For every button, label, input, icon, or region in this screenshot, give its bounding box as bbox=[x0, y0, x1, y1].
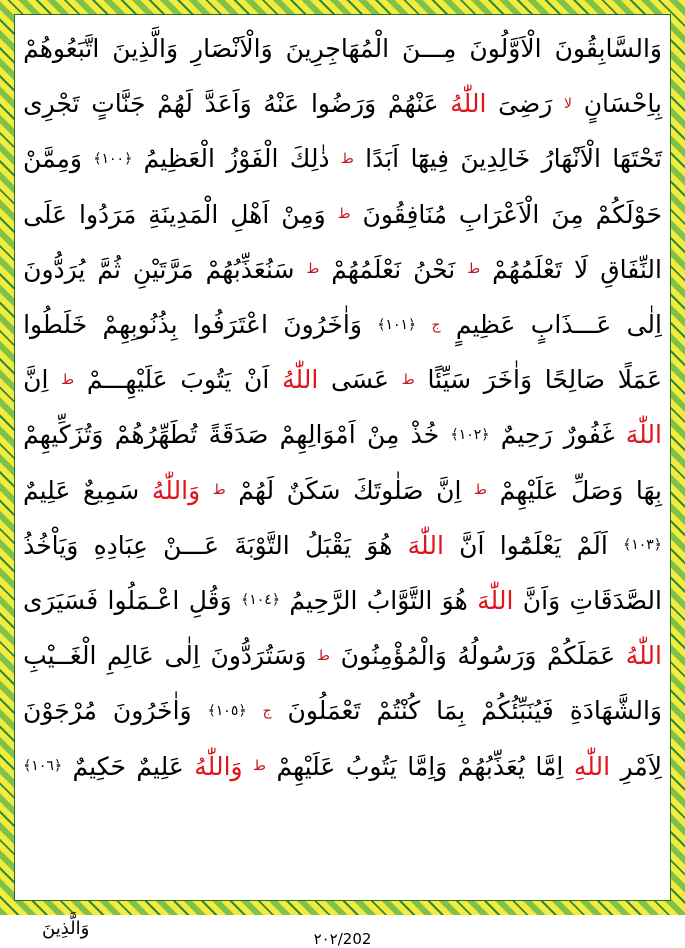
ayah-marker: ﴿١٠٦﴾ bbox=[23, 758, 63, 775]
word: كُنْتُمْ bbox=[376, 696, 421, 726]
word: ذٰلِكَ bbox=[289, 144, 330, 174]
word: مُرْجَوْنَ bbox=[23, 696, 97, 726]
word: وَسَتُرَدُّونَ bbox=[210, 641, 307, 671]
word: الْمَدِينَةِ bbox=[148, 199, 219, 229]
word: لَا bbox=[574, 254, 589, 284]
word: الْغَــيْبِ bbox=[23, 641, 97, 671]
word: فَيُنَبِّئُكُمْ bbox=[481, 696, 554, 726]
word: لَهُمْ bbox=[157, 89, 193, 119]
word: تَحْتَهَا bbox=[612, 144, 662, 174]
text-panel bbox=[14, 14, 671, 901]
word: وَاٰخَرَ bbox=[483, 365, 533, 395]
ayah-marker: ﴿١٠٣﴾ bbox=[623, 537, 662, 554]
text-line-3 bbox=[23, 131, 662, 186]
word: الْمُهَاجِرِينَ bbox=[285, 34, 390, 64]
page-number: ٢٠٢/202 bbox=[313, 930, 372, 948]
word: وَاِمَّا bbox=[407, 751, 448, 781]
word: مِنَ bbox=[551, 199, 584, 229]
word: الْفَوْزُ bbox=[226, 144, 279, 174]
word: يَعْلَمُٓوا bbox=[499, 530, 562, 560]
word: صَالِحًا bbox=[544, 365, 605, 395]
pause-sign: ط bbox=[317, 647, 330, 664]
pause-sign: ط bbox=[253, 758, 266, 775]
word: يَتُوبَ bbox=[180, 365, 232, 395]
pause-sign: ط bbox=[340, 150, 354, 167]
word: سَكَنٌ bbox=[286, 475, 341, 505]
word: سَمِيعٌ bbox=[82, 475, 140, 505]
word: يُرَدُّونَ bbox=[23, 254, 86, 284]
pause-sign: ط bbox=[61, 371, 75, 388]
word: لَهُمْ bbox=[238, 475, 275, 505]
word: اِنَّ bbox=[436, 475, 462, 505]
word: يَتُوبُ bbox=[345, 751, 397, 781]
word: اَمْوَالِهِمْ bbox=[279, 420, 356, 450]
word: ثُمَّ bbox=[97, 254, 121, 284]
word: النِّفَاقِ bbox=[600, 254, 662, 284]
word: تَعْمَلُونَ bbox=[287, 696, 361, 726]
divine-name: اللّٰهَ bbox=[625, 420, 662, 450]
word: وَاٰخَرُونَ bbox=[112, 696, 192, 726]
word: عَظِيمٍ bbox=[455, 310, 516, 340]
word: عَمَلَكُمْ bbox=[547, 641, 616, 671]
text-line-10 bbox=[23, 518, 662, 573]
word: الْاَعْرَابِ bbox=[458, 199, 540, 229]
word: الْاَنْهَارُ bbox=[541, 144, 601, 174]
word: يُعَذِّبُهُمْ bbox=[457, 751, 525, 781]
word: اِمَّا bbox=[535, 751, 564, 781]
word: التَّوَّابُ bbox=[366, 585, 433, 615]
text-line-8 bbox=[23, 407, 662, 462]
pause-sign: ج bbox=[262, 702, 272, 719]
word: خَلَطُوا bbox=[23, 310, 88, 340]
word: فِيهَٓا bbox=[410, 144, 450, 174]
text-line-7 bbox=[23, 352, 662, 407]
text-line-9 bbox=[23, 463, 662, 518]
word: عَلَى bbox=[23, 199, 68, 229]
text-line-6 bbox=[23, 297, 662, 352]
word: عَلَيْهِمْ bbox=[499, 475, 559, 505]
divine-name: اللّٰهَ bbox=[407, 530, 444, 560]
word: وَرَضُوا bbox=[310, 89, 377, 119]
word: اِنَّ bbox=[23, 365, 49, 395]
word: وَقُلِ bbox=[188, 585, 232, 615]
word: مِـــنَ bbox=[402, 34, 457, 64]
word: تَعْلَمُهُمْ bbox=[492, 254, 563, 284]
word: تَجْرِی bbox=[23, 89, 80, 119]
word: وَمِنْ bbox=[281, 199, 326, 229]
word: تُطَهِّرُهُمْ bbox=[114, 420, 198, 450]
word: رَحِيمٌ bbox=[500, 420, 553, 450]
word: وَاٰخَرُونَ bbox=[283, 310, 362, 340]
word: عَلَيْهِمْ bbox=[276, 751, 336, 781]
divine-name: اللّٰهُ bbox=[282, 365, 319, 395]
word: عَلِيمٌ bbox=[23, 475, 71, 505]
word: اَلَمْ bbox=[576, 530, 608, 560]
word: وَاَنَّ bbox=[522, 585, 561, 615]
word: اَنَّ bbox=[459, 530, 485, 560]
word: رَضِیَ bbox=[498, 89, 553, 119]
word: وَمِمَّنْ bbox=[23, 144, 82, 174]
divine-name: اللّٰهُ bbox=[625, 641, 662, 671]
pause-sign: ط bbox=[467, 261, 481, 278]
word: بِهَا bbox=[635, 475, 662, 505]
word: عَـــذَابٍ bbox=[530, 310, 612, 340]
text-line-4 bbox=[23, 187, 662, 242]
word: بِمَا bbox=[436, 696, 466, 726]
text-line-5 bbox=[23, 242, 662, 297]
ayah-marker: ﴿١٠٢﴾ bbox=[450, 426, 490, 443]
word: وَرَسُولُهُ bbox=[457, 641, 537, 671]
word: الصَّدَقَاتِ bbox=[569, 585, 662, 615]
ayah-marker: ﴿١٠٠﴾ bbox=[93, 150, 133, 167]
word: وَاَعَدَّ bbox=[204, 89, 252, 119]
word: عَنْهُمْ bbox=[387, 89, 439, 119]
divine-name: اللّٰهُ bbox=[450, 89, 487, 119]
catchword: وَالَّذِينَ bbox=[42, 918, 90, 939]
pause-sign: ط bbox=[337, 206, 351, 223]
word: الرَّحِيمُ bbox=[289, 585, 358, 615]
word: صَدَقَةً bbox=[208, 420, 269, 450]
word: خَالِدِينَ bbox=[460, 144, 531, 174]
pause-sign: ط bbox=[306, 261, 320, 278]
word: اَهْلِ bbox=[230, 199, 270, 229]
word: مَرَّتَيْنِ bbox=[132, 254, 194, 284]
ayah-marker: ﴿١٠٥﴾ bbox=[207, 702, 247, 719]
word: التَّوْبَةَ bbox=[234, 530, 290, 560]
word: عَـــنْ bbox=[163, 530, 220, 560]
word: هُوَ bbox=[441, 585, 468, 615]
word: صَلٰوتَكَ bbox=[353, 475, 424, 505]
word: وَالْاَنْصَارِ bbox=[191, 34, 273, 64]
ayah-marker: ﴿١٠١﴾ bbox=[377, 316, 417, 333]
word: اتَّبَعُوهُمْ bbox=[23, 34, 100, 64]
ayah-marker: ﴿١٠٤﴾ bbox=[241, 592, 281, 609]
word: اعْـمَلُوا bbox=[107, 585, 180, 615]
word: عَنْهُ bbox=[263, 89, 300, 119]
word: بِاِحْسَانٍ bbox=[583, 89, 662, 119]
word: جَنَّاتٍ bbox=[91, 89, 146, 119]
word: نَعْلَمُهُمْ bbox=[331, 254, 402, 284]
text-line-1 bbox=[23, 21, 662, 76]
word: عَمَلًا bbox=[617, 365, 662, 395]
word: غَفُورٌ bbox=[563, 420, 615, 450]
word: وَالْمُؤْمِنُونَ bbox=[340, 641, 447, 671]
word: عَلِيمٌ bbox=[136, 751, 184, 781]
divine-name: اللّٰهِ bbox=[573, 751, 611, 781]
word: وَالسَّابِقُونَ bbox=[554, 34, 662, 64]
quran-text bbox=[23, 21, 662, 900]
word: سَنُعَذِّبُهُمْ bbox=[205, 254, 295, 284]
pause-sign: ط bbox=[474, 482, 487, 499]
word: مُنَافِقُونَ bbox=[362, 199, 447, 229]
text-line-12 bbox=[23, 628, 662, 683]
word: نَحْنُ bbox=[413, 254, 456, 284]
word: وَتُزَكِّيهِمْ bbox=[23, 420, 104, 450]
word: مِنْ bbox=[366, 420, 400, 450]
word: لِاَمْرِ bbox=[620, 751, 662, 781]
word: وَصَلِّ bbox=[571, 475, 624, 505]
pause-sign: ط bbox=[212, 482, 226, 499]
word: عِبَادِهِ bbox=[93, 530, 148, 560]
word: عَلَيْهِـــمْ bbox=[86, 365, 168, 395]
divine-name: اللّٰهَ bbox=[477, 585, 514, 615]
word: خُذْ bbox=[410, 420, 440, 450]
word: وَيَاْخُذُ bbox=[23, 530, 79, 560]
word: عَالِمِ bbox=[107, 641, 154, 671]
word: اِلٰى bbox=[626, 310, 662, 340]
word: فَسَيَرَى bbox=[23, 585, 99, 615]
word: اعْتَرَفُوا bbox=[192, 310, 268, 340]
text-line-13 bbox=[23, 683, 662, 738]
text-line-14 bbox=[23, 738, 662, 793]
word: الْعَظِيمُ bbox=[143, 144, 215, 174]
text-line-11 bbox=[23, 573, 662, 628]
pause-sign: ج bbox=[431, 316, 441, 333]
word: حَكِيمٌ bbox=[72, 751, 126, 781]
text-line-2 bbox=[23, 76, 662, 131]
divine-name: وَاللّٰهُ bbox=[194, 751, 243, 781]
pause-sign: ط bbox=[401, 371, 415, 388]
word: حَوْلَكُمْ bbox=[595, 199, 662, 229]
word: بِذُنُوبِهِمْ bbox=[102, 310, 178, 340]
divine-name: وَاللّٰهُ bbox=[151, 475, 201, 505]
word: سَيِّئًا bbox=[427, 365, 472, 395]
word: مَرَدُوا bbox=[79, 199, 137, 229]
word: اِلٰى bbox=[164, 641, 200, 671]
word: عَسَى bbox=[331, 365, 390, 395]
word: اَبَدًا bbox=[365, 144, 400, 174]
word: اَنْ bbox=[244, 365, 270, 395]
word: وَالَّذِينَ bbox=[112, 34, 179, 64]
pause-sign: لا bbox=[564, 95, 572, 112]
word: الْاَوَّلُونَ bbox=[469, 34, 542, 64]
word: هُوَ bbox=[366, 530, 393, 560]
word: يَقْبَلُ bbox=[304, 530, 352, 560]
word: وَالشَّهَادَةِ bbox=[569, 696, 662, 726]
